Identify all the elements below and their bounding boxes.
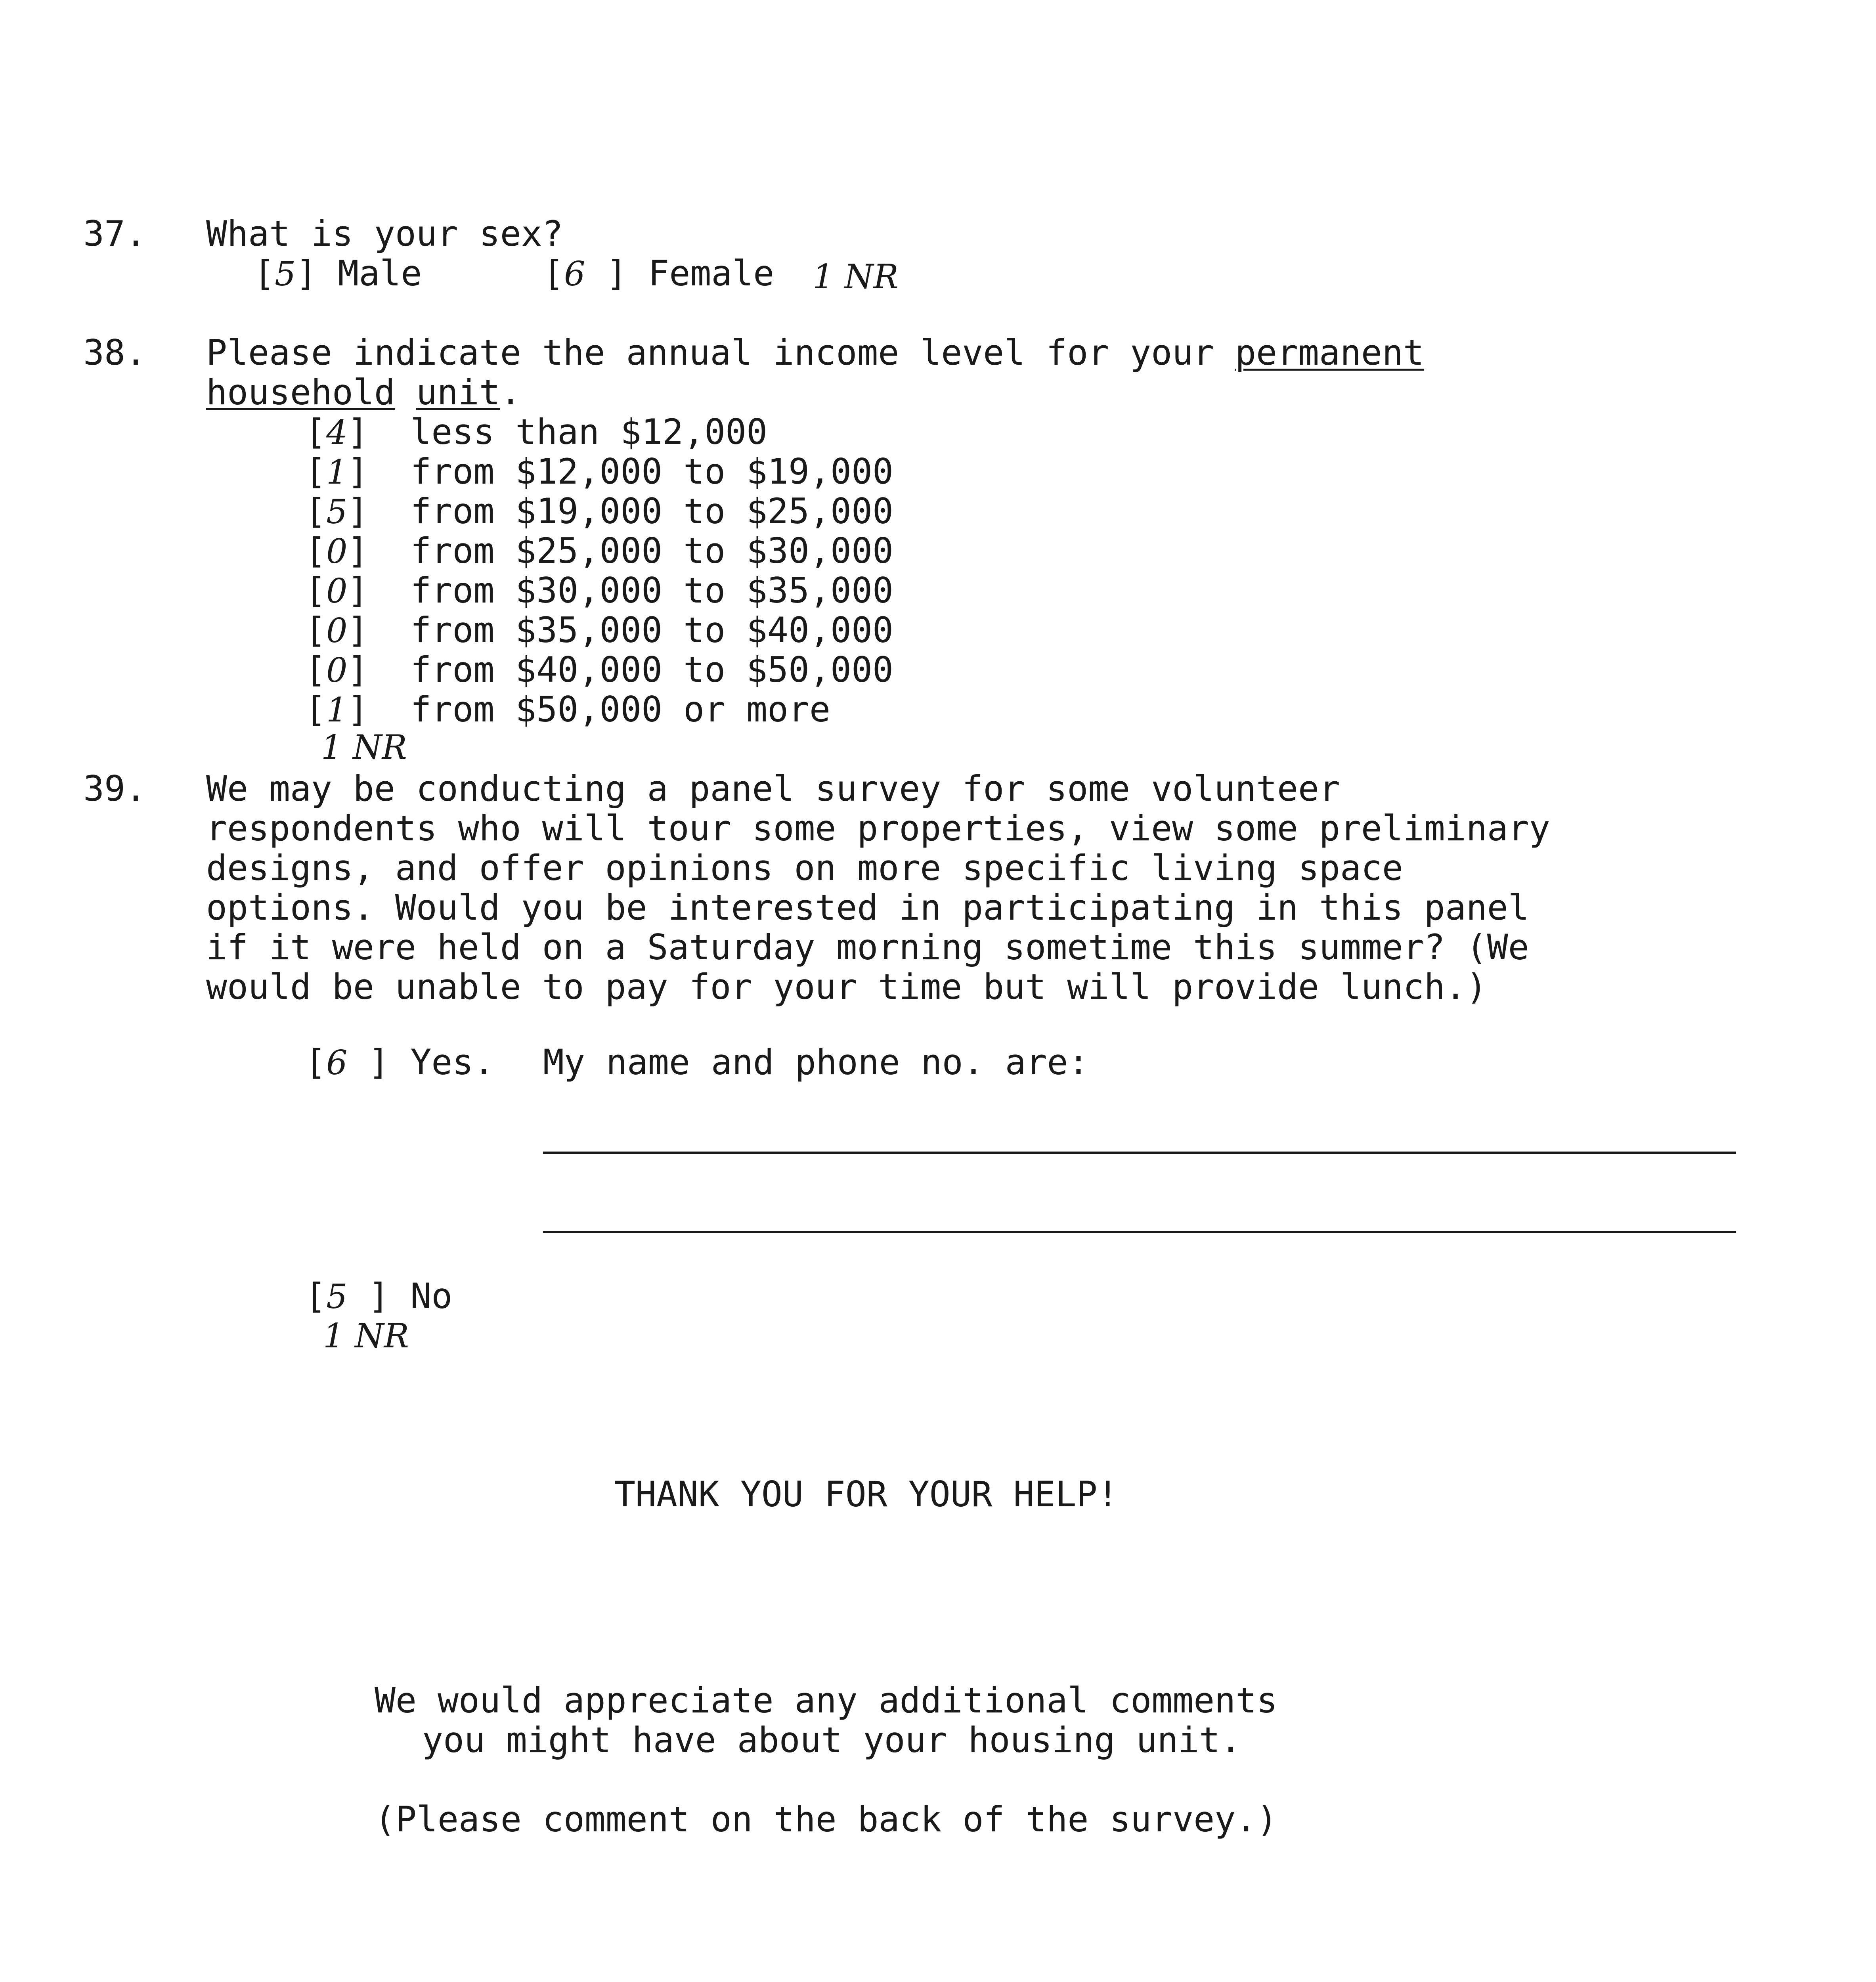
q38-number: 38. (83, 332, 146, 373)
q39-question-line: We may be conducting a panel survey for some volunteer (206, 768, 1340, 809)
q39-no-count: 5 (326, 1277, 348, 1316)
q38-underlined-household: household (206, 372, 395, 413)
q37-male-label: Male (338, 253, 422, 294)
q38-no-response: 1 NR (321, 728, 407, 767)
q38-underlined-unit: unit (416, 372, 500, 413)
q37-option-male: [5] Male (254, 253, 422, 294)
q37-female-count: 6 (564, 254, 585, 293)
q39-option-no: [5 ] No (305, 1276, 453, 1316)
q39-question-line: designs, and offer opinions on more specific living space (206, 848, 1403, 888)
q39-option-yes: [6 ] Yes. (305, 1042, 495, 1083)
q37-question: What is your sex? (206, 213, 563, 254)
q37-number: 37. (83, 213, 146, 254)
q39-yes-count: 6 (326, 1043, 348, 1082)
q38-question-line-1: Please indicate the annual income level for your permanent (206, 332, 1424, 373)
q39-question-line: if it were held on a Saturday morning sometime this summer? (We (206, 927, 1529, 968)
q39-question-line: would be unable to pay for your time but will provide lunch.) (206, 966, 1487, 1007)
q38-option: [0] from $30,000 to $35,000 (305, 570, 893, 611)
q39-yes-prompt: My name and phone no. are: (543, 1042, 1089, 1083)
q37-male-count: 5 (274, 254, 296, 293)
q39-question-line: respondents who will tour some properties, view some preliminary (206, 808, 1550, 849)
q37-female-label: Female (648, 253, 774, 294)
q38-option: [0] from $25,000 to $30,000 (305, 530, 893, 571)
q38-option: [1] from $12,000 to $19,000 (305, 451, 893, 492)
comments-request-line-1: We would appreciate any additional comments (375, 1680, 1278, 1721)
q38-option: [0] from $40,000 to $50,000 (305, 649, 893, 690)
q39-number: 39. (83, 768, 146, 809)
q38-option: [4] less than $12,000 (305, 411, 768, 452)
q37-option-female: [6 ] Female (543, 253, 774, 294)
q38-option: [1] from $50,000 or more (305, 689, 830, 730)
name-answer-line (543, 1152, 1736, 1154)
thank-you-heading: THANK YOU FOR YOUR HELP! (614, 1474, 1119, 1515)
phone-answer-line (543, 1231, 1736, 1233)
q38-question-line-2: household unit. (206, 372, 521, 413)
q38-underlined-permanent: permanent (1235, 332, 1424, 373)
q39-question-line: options. Would you be interested in participating in this panel (206, 887, 1529, 928)
comments-instruction: (Please comment on the back of the survey.) (375, 1799, 1278, 1840)
q37-no-response: 1 NR (813, 257, 899, 296)
q38-option: [0] from $35,000 to $40,000 (305, 610, 893, 650)
comments-request-line-2: you might have about your housing unit. (422, 1720, 1241, 1760)
q38-option: [5] from $19,000 to $25,000 (305, 491, 893, 532)
q39-no-response: 1 NR (323, 1316, 409, 1355)
